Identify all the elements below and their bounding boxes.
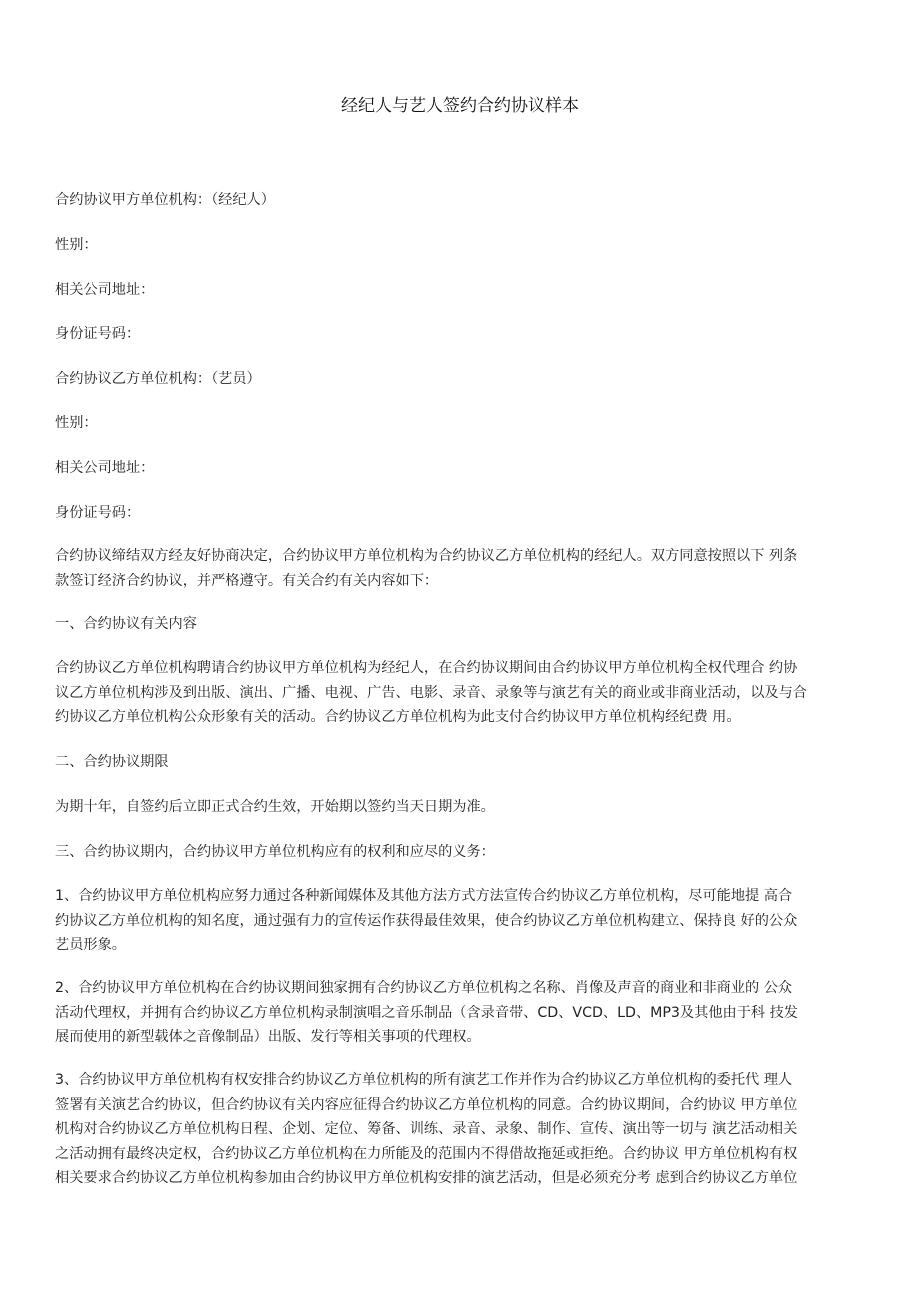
section-2-body: 为期十年，自签约后立即正式合约生效，开始期以签约当天日期为准。 [55,799,495,815]
section-3-item-2-line: 活动代理权，并拥有合约协议乙方单位机构录制演唱之音乐制品（含录音带、CD、VCD、LD、MP3及其他由于科 技发 [55,1004,798,1021]
section-3-item-1 [55,884,867,958]
section-3-item-3 [55,1068,867,1191]
section-1-line: 约协议乙方单位机构公众形象有关的活动。合约协议乙方单位机构为此支付合约协议甲方单位机构经纪费 用。 [55,709,741,725]
section-3-item-1-line: 艺员形象。 [55,937,126,953]
section-3-item-3-line: 机构对合约协议乙方单位机构日程、企划、定位、筹备、训练、录音、录象、制作、宣传、演出等一切与 演艺活动相关 [55,1121,798,1137]
document-title: 经纪人与艺人签约合约协议样本 [341,96,579,116]
section-3-heading: 三、合约协议期内，合约协议甲方单位机构应有的权利和应尽的义务： [55,844,495,860]
section-1-body [55,656,867,730]
party-a-gender: 性别： [55,237,98,253]
section-3-item-1-line: 1、合约协议甲方单位机构应努力通过各种新闻媒体及其他方法方式方法宣传合约协议乙方单位机构，尽可能地提 高合 [55,888,793,904]
section-3-item-3-line: 相关要求合约协议乙方单位机构参加由合约协议甲方单位机构安排的演艺活动，但是必须充分考 虑到合约协议乙方单位 [55,1170,798,1186]
party-a-id-number: 身份证号码： [55,326,141,342]
intro-paragraph [55,544,867,593]
section-3-item-3-line: 3、合约协议甲方单位机构有权安排合约协议乙方单位机构的所有演艺工作并作为合约协议乙方单位机构的委托代 理人 [55,1072,793,1088]
section-3-item-2-line: 展而使用的新型载体之音像制品）出版、发行等相关事项的代理权。 [55,1029,481,1045]
section-3-item-2 [55,976,867,1050]
intro-line: 合约协议缔结双方经友好协商决定，合约协议甲方单位机构为合约协议乙方单位机构的经纪人。双方同意按照以下 列条 [55,548,798,564]
section-1-line: 合约协议乙方单位机构聘请合约协议甲方单位机构为经纪人，在合约协议期间由合约协议甲方单位机构全权代理合 约协 [55,660,798,676]
party-b-gender: 性别： [55,415,98,431]
party-b-id-number: 身份证号码： [55,505,141,521]
section-3-item-1-line: 约协议乙方单位机构的知名度，通过强有力的宣传运作获得最佳效果，使合约协议乙方单位机构建立、保持良 好的公众 [55,912,798,929]
party-a-address: 相关公司地址： [55,282,155,298]
section-1-heading: 一、合约协议有关内容 [55,616,197,632]
intro-line: 款签订经济合约协议，并严格遵守。有关合约有关内容如下： [55,572,439,589]
section-1-line: 议乙方单位机构涉及到出版、演出、广播、电视、广告、电影、录音、录象等与演艺有关的商业或非商业活动，以及与合 [55,684,807,701]
section-3-item-2-line: 2、合约协议甲方单位机构在合约协议期间独家拥有合约协议乙方单位机构之名称、肖像及声音的商业和非商业的 公众 [55,980,793,996]
section-3-item-3-line: 之活动拥有最终决定权，合约协议乙方单位机构在力所能及的范围内不得借故拖延或拒绝。合约协议 甲方单位机构有权 [55,1145,798,1162]
party-b-address: 相关公司地址： [55,460,155,476]
section-2-heading: 二、合约协议期限 [55,754,169,770]
party-b-label: 合约协议乙方单位机构：（艺员） [55,371,261,387]
party-a-label: 合约协议甲方单位机构：（经纪人） [55,192,275,208]
section-3-item-3-line: 签署有关演艺合约协议，但合约协议有关内容应征得合约协议乙方单位机构的同意。合约协议期间，合约协议 甲方单位 [55,1096,798,1113]
